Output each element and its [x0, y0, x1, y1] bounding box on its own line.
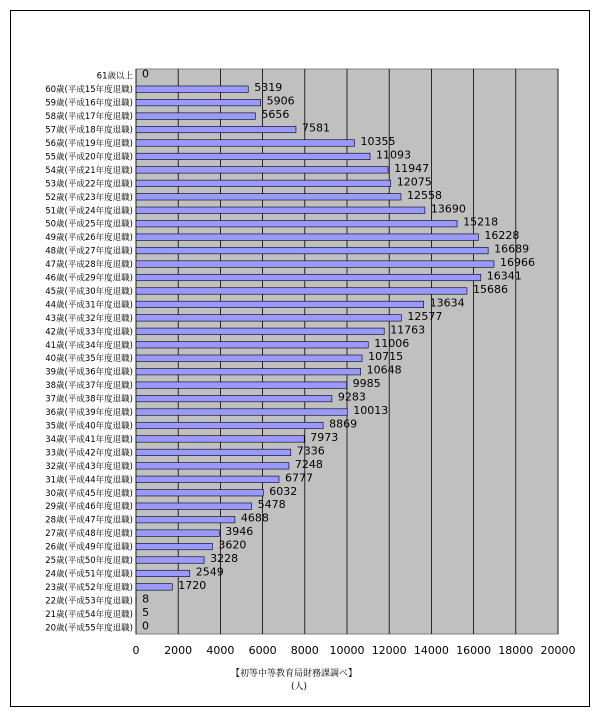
bar [136, 274, 481, 280]
category-label: 22歳(平成53年度退職) [45, 596, 133, 607]
bar [136, 301, 424, 307]
category-label: 44歳(平成31年度退職) [45, 300, 133, 311]
data-label: 0 [142, 67, 149, 81]
category-label: 50歳(平成25年度退職) [45, 219, 133, 230]
category-label: 21歳(平成54年度退職) [45, 609, 133, 620]
bar [136, 99, 261, 105]
category-label: 59歳(平成16年度退職) [45, 98, 133, 109]
bar [136, 315, 401, 321]
category-label: 39歳(平成36年度退職) [45, 367, 133, 378]
data-label: 10648 [366, 363, 402, 377]
category-label: 20歳(平成55年度退職) [45, 623, 133, 634]
bar [136, 557, 204, 563]
bar [136, 180, 391, 186]
category-label: 37歳(平成38年度退職) [45, 394, 133, 405]
bar [136, 234, 478, 240]
data-label: 12577 [407, 309, 443, 323]
bar [136, 328, 384, 334]
data-label: 1720 [178, 578, 207, 592]
data-label: 7336 [296, 444, 325, 458]
bar [136, 530, 219, 536]
bar [136, 368, 361, 374]
data-label: 0 [142, 619, 149, 633]
data-label: 6032 [269, 484, 298, 498]
x-tick-label: 16000 [456, 644, 492, 657]
data-label: 10715 [368, 350, 404, 364]
category-label: 38歳(平成37年度退職) [45, 381, 133, 392]
bar [136, 86, 248, 92]
data-label: 7973 [310, 430, 339, 444]
data-label: 15686 [472, 282, 508, 296]
bar [136, 570, 190, 576]
x-tick-label: 2000 [164, 644, 193, 657]
data-label: 3946 [225, 525, 254, 539]
bar [136, 153, 370, 159]
category-label: 30歳(平成45年度退職) [45, 488, 133, 499]
bar [136, 584, 172, 590]
x-tick-label: 6000 [248, 644, 277, 657]
category-label: 41歳(平成34年度退職) [45, 340, 133, 351]
bar [136, 194, 401, 200]
bar [136, 409, 347, 415]
category-label: 46歳(平成29年度退職) [45, 273, 133, 284]
data-label: 16228 [484, 229, 520, 243]
data-label: 9283 [337, 390, 366, 404]
bar [136, 382, 347, 388]
bar [136, 543, 212, 549]
bar [136, 113, 255, 119]
bar [136, 463, 289, 469]
x-tick-label: 4000 [206, 644, 235, 657]
data-label: 7248 [294, 457, 323, 471]
x-tick-label: 10000 [329, 644, 365, 657]
category-label: 54歳(平成21年度退職) [45, 165, 133, 176]
data-label: 12075 [396, 175, 432, 189]
data-label: 11006 [374, 336, 410, 350]
category-label: 34歳(平成41年度退職) [45, 434, 133, 445]
x-tick-label: 0 [132, 644, 140, 657]
category-label: 49歳(平成26年度退職) [45, 233, 133, 244]
category-label: 24歳(平成51年度退職) [45, 569, 133, 580]
bar [136, 476, 279, 482]
category-label: 61歳以上 [96, 71, 133, 82]
data-label: 5319 [254, 81, 283, 95]
category-label: 25歳(平成50年度退職) [45, 556, 133, 567]
data-label: 5906 [266, 94, 295, 108]
bar [136, 342, 368, 348]
data-label: 8869 [329, 417, 358, 431]
chart-frame [10, 10, 590, 707]
x-tick-label: 18000 [498, 644, 534, 657]
data-label: 3228 [210, 552, 239, 566]
category-label: 48歳(平成27年度退職) [45, 246, 133, 257]
category-label: 42歳(平成33年度退職) [45, 327, 133, 338]
data-label: 16341 [486, 269, 522, 283]
bar [136, 220, 457, 226]
category-label: 28歳(平成47年度退職) [45, 515, 133, 526]
data-label: 11763 [390, 323, 426, 337]
data-label: 13690 [430, 202, 466, 216]
data-label: 8 [142, 592, 150, 606]
unit-label: (人) [290, 682, 308, 692]
bar [136, 449, 291, 455]
bar [136, 261, 494, 267]
category-label: 53歳(平成22年度退職) [45, 179, 133, 190]
bar [136, 422, 323, 428]
data-label: 5 [142, 605, 150, 619]
category-label: 26歳(平成49年度退職) [45, 542, 133, 553]
data-label: 11947 [394, 161, 430, 175]
category-label: 55歳(平成20年度退職) [45, 152, 133, 163]
data-label: 2549 [195, 565, 224, 579]
category-label: 23歳(平成52年度退職) [45, 582, 133, 593]
category-label: 31歳(平成44年度退職) [45, 475, 133, 486]
bar [136, 247, 488, 253]
x-tick-labels [133, 644, 576, 657]
bar-chart [11, 11, 589, 706]
category-label: 47歳(平成28年度退職) [45, 260, 133, 271]
x-tick-label: 14000 [413, 644, 449, 657]
category-label: 51歳(平成24年度退職) [45, 206, 133, 217]
bar [136, 436, 304, 442]
data-label: 16966 [499, 256, 535, 270]
data-label: 6777 [284, 471, 313, 485]
x-tick-label: 20000 [540, 644, 576, 657]
x-tick-label: 8000 [290, 644, 319, 657]
data-label: 16689 [494, 242, 530, 256]
category-label: 27歳(平成48年度退職) [45, 529, 133, 540]
source-note: 【初等中等教育局財務課調べ】 [231, 669, 358, 679]
category-label: 58歳(平成17年度退職) [45, 112, 133, 123]
data-label: 10013 [353, 404, 389, 418]
bar [136, 126, 296, 132]
data-label: 5478 [257, 498, 286, 512]
bar [136, 207, 425, 213]
bar [136, 395, 332, 401]
category-label: 35歳(平成40年度退職) [45, 421, 133, 432]
category-label: 57歳(平成18年度退職) [45, 125, 133, 136]
category-label: 56歳(平成19年度退職) [45, 138, 133, 149]
data-label: 12558 [406, 188, 442, 202]
data-label: 13634 [429, 296, 465, 310]
data-label: 11093 [376, 148, 412, 162]
category-label: 36歳(平成39年度退職) [45, 408, 133, 419]
data-label: 4688 [240, 511, 269, 525]
category-label: 52歳(平成23年度退職) [45, 192, 133, 203]
x-tick-label: 12000 [371, 644, 407, 657]
data-label: 15218 [463, 215, 499, 229]
bar [136, 516, 235, 522]
data-label: 5656 [261, 108, 290, 122]
category-label: 40歳(平成35年度退職) [45, 354, 133, 365]
category-label: 43歳(平成32年度退職) [45, 313, 133, 324]
category-label: 45歳(平成30年度退職) [45, 286, 133, 297]
bar [136, 167, 388, 173]
data-label: 3620 [218, 538, 247, 552]
category-label: 60歳(平成15年度退職) [45, 85, 133, 96]
bar [136, 490, 263, 496]
bar [136, 288, 467, 294]
bar [136, 140, 354, 146]
category-label: 29歳(平成46年度退職) [45, 502, 133, 513]
category-labels [45, 71, 133, 634]
data-label: 7581 [301, 121, 330, 135]
data-label: 10355 [360, 134, 396, 148]
bar [136, 503, 252, 509]
bar [136, 355, 362, 361]
category-label: 32歳(平成43年度退職) [45, 461, 133, 472]
category-label: 33歳(平成42年度退職) [45, 448, 133, 459]
data-label: 9985 [352, 377, 381, 391]
